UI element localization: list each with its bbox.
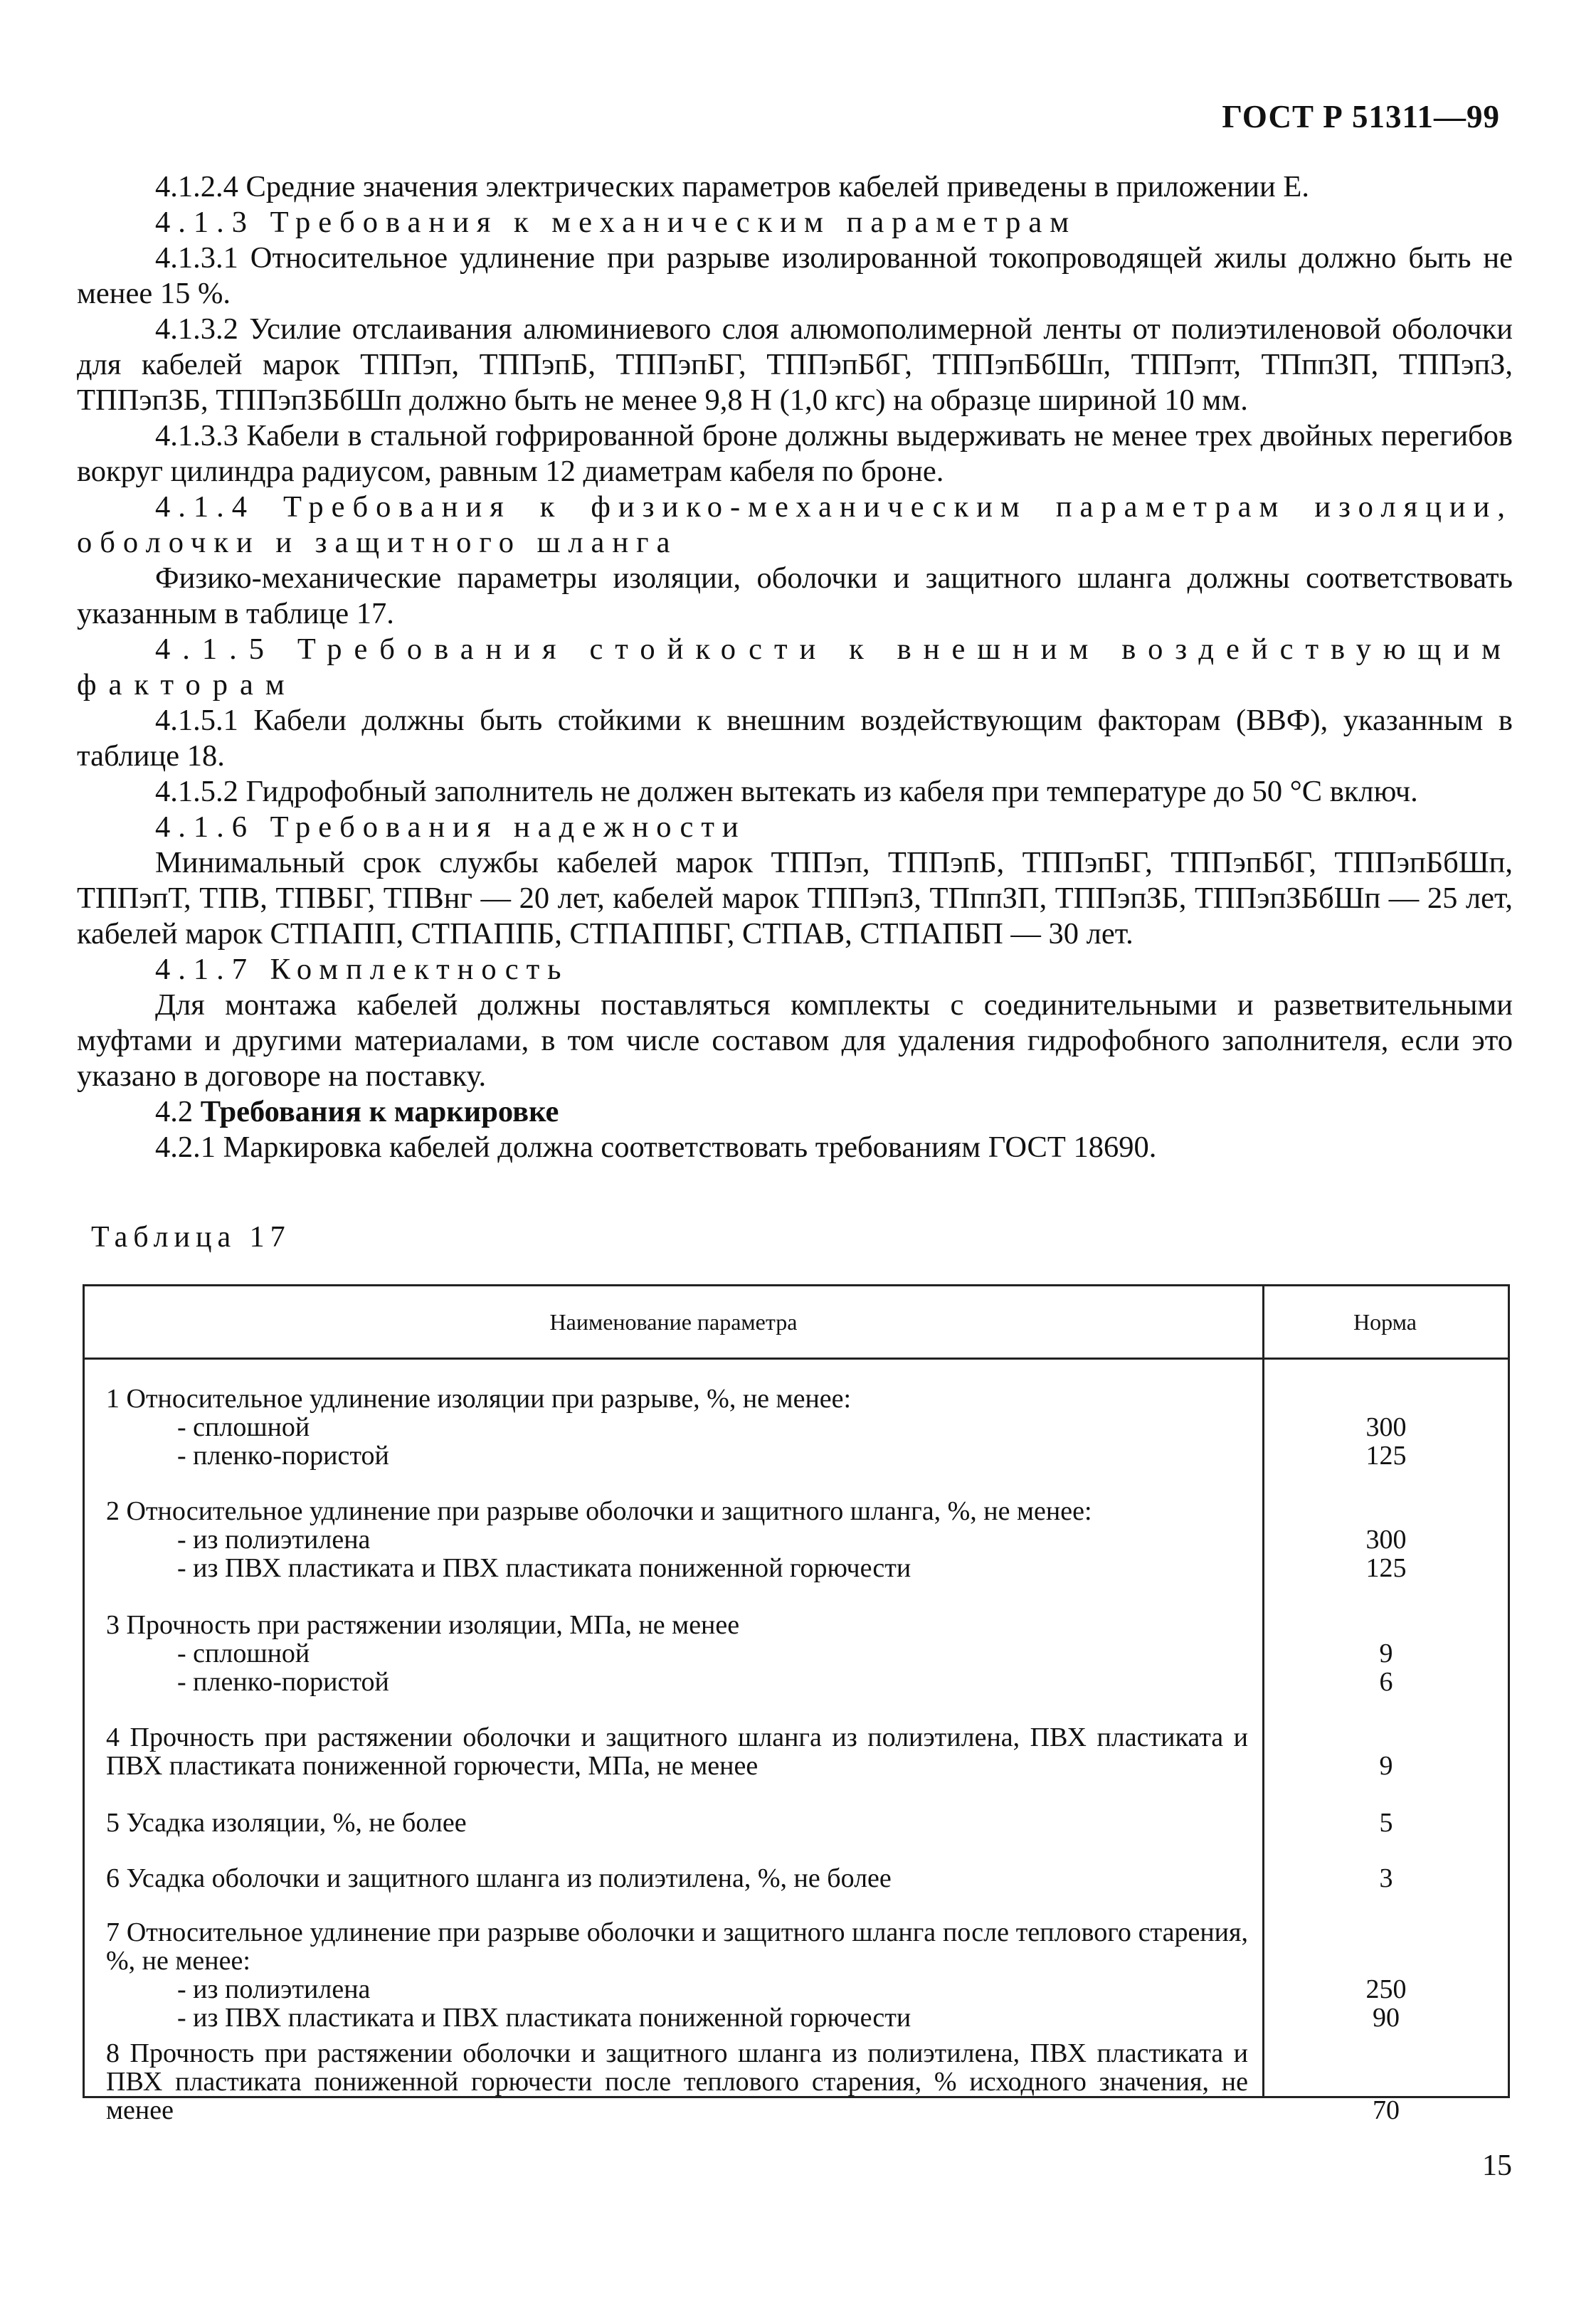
- body-text: [77, 169, 1513, 1165]
- row-line: 3 Прочность при растяжении изоляции, МПа, не менее: [106, 1610, 740, 1640]
- paragraph-4-1-4: Физико-механические параметры изоляции, оболочки и защитного шланга должны соответствовать указанным в таблице 17.: [77, 561, 1513, 630]
- paragraph-4-1-3-3: 4.1.3.3 Кабели в стальной гофрированной броне должны выдерживать не менее трех двойных перегибов вокруг цилиндра радиусом, равным 12 диаметрам кабеля по броне.: [77, 419, 1513, 488]
- row-line: - из полиэтилена: [177, 1525, 371, 1555]
- column-header-parameter: Наименование параметра: [549, 1308, 798, 1335]
- paragraph-4-1-5-1: 4.1.5.1 Кабели должны быть стойкими к внешним воздействующим факторам (ВВФ), указанным в таблице 18.: [77, 704, 1513, 773]
- row-parameter: [106, 1723, 1248, 1780]
- row-parameter: [106, 1385, 1248, 1470]
- row-line: 2 Относительное удлинение при разрыве оболочки и защитного шланга, %, не менее:: [106, 1496, 1092, 1526]
- row-norm: [1264, 2096, 1508, 2124]
- table-header: [85, 1286, 1508, 1360]
- row-norm: [1264, 1497, 1508, 1582]
- heading-4-1-4: 4.1.4 Требования к физико-механическим параметрам изоляции, оболочки и защитного шланга: [77, 490, 1513, 559]
- row-line: - пленко-пористой: [177, 1667, 389, 1697]
- row-value: 9: [1379, 1751, 1393, 1781]
- page-number: 15: [1482, 2149, 1512, 2182]
- row-line: 6 Усадка оболочки и защитного шланга из полиэтилена, %, не более: [106, 1863, 892, 1893]
- row-value: 125: [1365, 1553, 1407, 1583]
- paragraph-4-1-7: Для монтажа кабелей должны поставляться комплекты с соединительными и разветвительными муфтами и другими материалами, в том числе составом для удаления гидрофобного заполнителя, если это указано в договоре на поставку.: [77, 988, 1513, 1093]
- paragraph-4-1-6: Минимальный срок службы кабелей марок ТППэп, ТППэпБ, ТППэпБГ, ТППэпБбГ, ТППэпБбШп, ТППэпТ, ТПВ, ТПВБГ, ТПВнг — 20 лет, кабелей марок ТППэпЗ, ТПппЗП, ТППэпЗБ, ТППэпЗБбШп — 25 лет, кабелей марок СТПАПП, СТПАППБ, СТПАППБГ, СТПАВ, СТПАПБП — 30 лет.: [77, 846, 1513, 951]
- row-value: [1264, 1385, 1508, 1413]
- row-norm: [1264, 1611, 1508, 1696]
- table-17: [83, 1284, 1510, 2125]
- row-line: 7 Относительное удлинение при разрыве оболочки и защитного шланга после теплового старения, %, не менее:: [106, 1917, 1248, 1976]
- row-line: - из полиэтилена: [177, 1974, 371, 2004]
- row-value: 70: [1373, 2095, 1400, 2125]
- row-value: 9: [1379, 1639, 1393, 1668]
- row-value: [1264, 1611, 1508, 1639]
- row-line: 1 Относительное удлинение изоляции при разрыве, %, не менее:: [106, 1384, 852, 1414]
- row-parameter: [106, 2039, 1248, 2124]
- paragraph-4-1-2-4: 4.1.2.4 Средние значения электрических параметров кабелей приведены в приложении Е.: [155, 170, 1309, 203]
- row-parameter: [106, 1918, 1248, 2032]
- row-line: - пленко-пористой: [177, 1441, 389, 1471]
- paragraph-4-1-5-2: 4.1.5.2 Гидрофобный заполнитель не должен вытекать из кабеля при температуре до 50 °С включ.: [155, 775, 1418, 808]
- row-value: 5: [1379, 1808, 1393, 1838]
- heading-4-2-title: Требования к маркировке: [200, 1095, 559, 1128]
- row-parameter: [106, 1497, 1248, 1582]
- row-norm: [1264, 1809, 1508, 1837]
- row-line: 5 Усадка изоляции, %, не более: [106, 1808, 467, 1838]
- row-norm: [1264, 1975, 1508, 2032]
- row-line: 4 Прочность при растяжении оболочки и защитного шланга из полиэтилена, ПВХ пластиката и ПВХ пластиката пониженной горючести, МПа, не менее: [106, 1722, 1248, 1781]
- row-line: - сплошной: [177, 1412, 310, 1442]
- row-line: - из ПВХ пластиката и ПВХ пластиката пониженной горючести: [177, 1553, 911, 1583]
- row-norm: [1264, 1864, 1508, 1893]
- row-value: [1264, 1497, 1508, 1525]
- heading-4-1-5: 4.1.5 Требования стойкости к внешним воздействующим факторам: [77, 633, 1513, 702]
- row-value: 3: [1379, 1863, 1393, 1893]
- row-value: 125: [1365, 1441, 1407, 1471]
- row-value: 6: [1379, 1667, 1393, 1697]
- heading-4-2: [77, 1094, 1513, 1130]
- heading-4-1-7: 4.1.7 Комплектность: [155, 953, 569, 986]
- row-line: 8 Прочность при растяжении оболочки и защитного шланга из полиэтилена, ПВХ пластиката и ПВХ пластиката пониженной горючести после теплового старения, % исходного значения, не менее: [106, 2038, 1248, 2125]
- row-parameter: [106, 1809, 1248, 1837]
- row-parameter: [106, 1611, 1248, 1696]
- row-line: - сплошной: [177, 1639, 310, 1668]
- row-value: 250: [1365, 1974, 1407, 2004]
- row-value: 300: [1365, 1412, 1407, 1442]
- document-code: ГОСТ Р 51311—99: [1222, 99, 1500, 134]
- paragraph-4-1-3-1: 4.1.3.1 Относительное удлинение при разрыве изолированной токопроводящей жилы должно быть не менее 15 %.: [77, 241, 1513, 310]
- column-header-norm: Норма: [1353, 1308, 1417, 1335]
- row-norm: [1264, 1752, 1508, 1780]
- row-line: - из ПВХ пластиката и ПВХ пластиката пониженной горючести: [177, 2003, 911, 2033]
- heading-4-1-6: 4.1.6 Требования надежности: [155, 810, 746, 844]
- row-norm: [1264, 1385, 1508, 1470]
- row-value: 90: [1373, 2003, 1400, 2033]
- row-value: 300: [1365, 1525, 1407, 1555]
- heading-4-1-3: 4.1.3 Требования к механическим параметрам: [155, 206, 1077, 239]
- heading-4-2-number: 4.2: [155, 1095, 194, 1128]
- table-caption: Таблица 17: [91, 1221, 291, 1254]
- paragraph-4-2-1: 4.2.1 Маркировка кабелей должна соответствовать требованиям ГОСТ 18690.: [155, 1131, 1157, 1164]
- paragraph-4-1-3-2: 4.1.3.2 Усилие отслаивания алюминиевого слоя алюмополимерной ленты от полиэтиленовой оболочки для кабелей марок ТППэп, ТППэпБ, ТППэпБГ, ТППэпБбГ, ТППэпБбШп, ТППэпт, ТПппЗП, ТППэпЗ, ТППэпЗБ, ТППэпЗБбШп должно быть не менее 9,8 Н (1,0 кгс) на образце шириной 10 мм.: [77, 312, 1513, 417]
- row-parameter: [106, 1864, 1248, 1893]
